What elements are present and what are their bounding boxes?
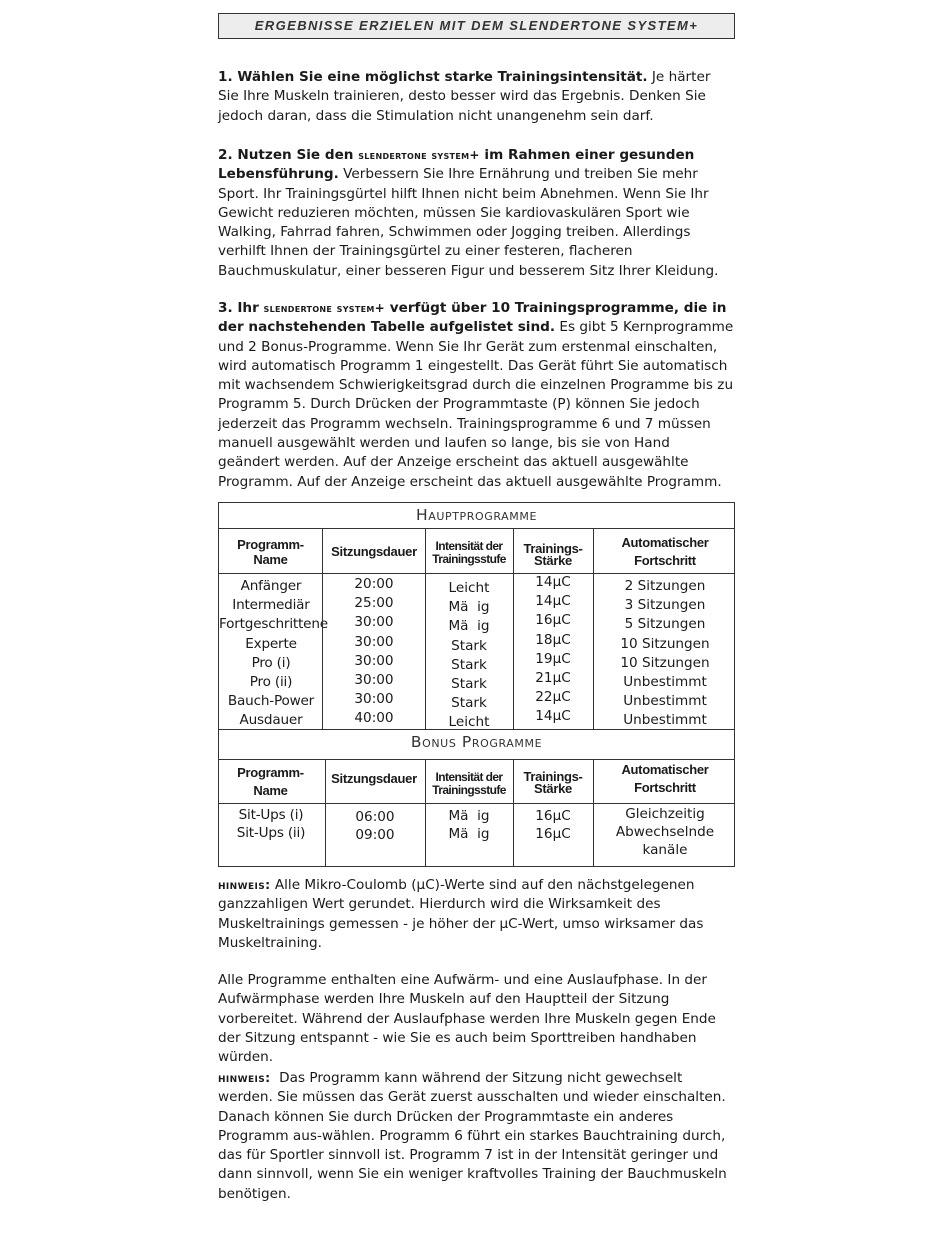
note-label: hinweis: xyxy=(218,1070,271,1085)
main-names: Anfänger Intermediär Fortgeschrittene Experte Pro (i) Pro (ii) Bauch-Power Ausdauer xyxy=(219,578,328,729)
col-header-duration: Sitzungsdauer xyxy=(331,544,417,559)
note-label: hinweis: xyxy=(218,877,271,892)
col-header-intensity: Intensität der Trainingsstufe xyxy=(432,539,506,566)
bonus-col-header-progress: Automatischer Fortschritt xyxy=(621,762,709,795)
bonus-col-header-name: Programm- Name xyxy=(237,765,304,798)
col-header-strength: Trainings- Stärke xyxy=(523,541,583,568)
bonus-strengths: 16µC 16µC xyxy=(535,808,571,842)
brand-name: slendertone system+ xyxy=(358,148,480,162)
bonus-durations: 06:00 09:00 xyxy=(355,809,395,843)
main-strengths: 14µC 14µC 16µC 18µC 19µC 21µC 22µC 14µC xyxy=(535,574,571,725)
bonus-col-header-duration: Sitzungsdauer xyxy=(331,771,417,786)
main-durations: 20:00 25:00 30:00 30:00 30:00 30:00 30:00 40:00 xyxy=(354,576,394,727)
col-header-progress: Automatischer Fortschritt xyxy=(621,535,709,568)
paragraph-text: Es gibt 5 Kernprogramme und 2 Bonus-Programme. Wenn Sie Ihr Gerät zum erstenmal einschalten, wird automatisch Programm 1 eingestellt. Das Gerät führt Sie automatisch mit wachsendem Schwierigkeitsgrad durch die einzelnen Programme bis zu Programm 5. Durch Drücken der Programmtaste (P) können Sie jedoch jederzeit das Programm wechseln. Trainingsprogramme 6 und 7 müssen manuell ausgewählt werden und laufen so lange, bis sie von Hand geändert werden. Auf der Anzeige erscheint das aktuell ausgewählte Programm. Auf der Anzeige erscheint das aktuell ausgewählte Programm. xyxy=(218,319,734,490)
brand-name: slendertone system+ xyxy=(263,301,386,315)
col-header-name: Programm- Name xyxy=(237,537,304,567)
main-intensities: Leicht Mä ig Mä ig Stark Stark Stark Stark Leicht xyxy=(448,580,490,731)
program-table xyxy=(218,502,735,867)
paragraph-heading: 3. Ihr xyxy=(218,300,264,316)
paragraph-heading: 2. Nutzen Sie den xyxy=(218,147,359,163)
paragraph-text: Verbessern Sie Ihre Ernährung und treiben Sie mehr Sport. Ihr Trainingsgürtel hilft Ihnen nicht beim Abnehmen. Wenn Sie Ihr Gewicht reduzieren möchten, müssen Sie kardiovaskulären Sport wie Walking, Fahrrad fahren, Schwimmen oder Jogging treiben. Allerdings verhilft Ihnen der Trainingsgürtel zu einer festeren, flacheren Bauchmuskulatur, einer besseren Figur und besserem Sitz Ihrer Kleidung. xyxy=(218,166,719,279)
paragraph-heading-cont: verfügt über 10 Trainingsprogramme, die in der nachstehenden Tabelle aufgelistet sind. xyxy=(218,300,727,336)
section-header: ERGEBNISSE ERZIELEN MIT DEM SLENDERTONE SYSTEM+ xyxy=(218,13,735,39)
note-text: Alle Mikro-Coulomb (µC)-Werte sind auf den nächstgelegenen ganzzahligen Wert gerundet. Hierdurch wird die Wirksamkeit des Muskeltrainings gemessen - je höher der µC-Wert, umso wirksamer das Muskeltraining. xyxy=(218,877,704,951)
main-progress: 2 Sitzungen 3 Sitzungen 5 Sitzungen 10 Sitzungen 10 Sitzungen Unbestimmt Unbestimmt Unbestimmt xyxy=(620,578,710,729)
main-programs-title: Hauptprogramme xyxy=(415,506,538,524)
bonus-names: Sit-Ups (i) Sit-Ups (ii) xyxy=(236,807,306,841)
note-program-change xyxy=(218,1068,735,1204)
paragraph-lifestyle xyxy=(218,146,735,281)
bonus-col-header-intensity: Intensität der Trainingsstufe xyxy=(432,770,506,797)
paragraph-programs xyxy=(218,299,735,492)
paragraph-heading-cont: im Rahmen einer gesunden Lebensführung. xyxy=(218,147,695,183)
paragraph-text: Je härter Sie Ihre Muskeln trainieren, desto besser wird das Ergebnis. Denken Sie jedoch daran, dass die Stimulation nicht unangenehm sein darf. xyxy=(218,69,711,124)
document-page xyxy=(218,13,735,1202)
paragraph-intensity xyxy=(218,68,735,126)
note-microcoulomb xyxy=(218,875,735,953)
bonus-intensities: Mä ig Mä ig xyxy=(448,808,490,842)
bonus-progress: Gleichzeitig Abwechselnde kanäle xyxy=(615,806,715,858)
bonus-col-header-strength: Trainings- Stärke xyxy=(523,769,583,796)
paragraph-phases: Alle Programme enthalten eine Aufwärm- und eine Auslaufphase. In der Aufwärmphase werden Ihre Muskeln auf den Hauptteil der Sitzung vorbereitet. Während der Auslaufphase werden Ihre Muskeln gegen Ende der Sitzung entspannt - wie Sie es auch beim Sporttreiben handhaben würden. xyxy=(218,972,716,1066)
note-text: Das Programm kann während der Sitzung nicht gewechselt werden. Sie müssen das Gerät zuerst ausschalten und wieder einschalten. Danach können Sie durch Drücken der Programmtaste ein anderes Programm aus-wählen. Programm 6 führt ein starkes Bauchtraining durch, das für Sportler sinnvoll ist. Programm 7 ist in der Intensität geringer und dann sinnvoll, wenn Sie ein weniger kraftvolles Training der Bauchmuskeln benötigen. xyxy=(218,1070,732,1202)
paragraph-heading: 1. Wählen Sie eine möglichst starke Trainingsintensität. xyxy=(218,69,648,85)
bonus-programs-title: Bonus Programme xyxy=(410,733,543,751)
